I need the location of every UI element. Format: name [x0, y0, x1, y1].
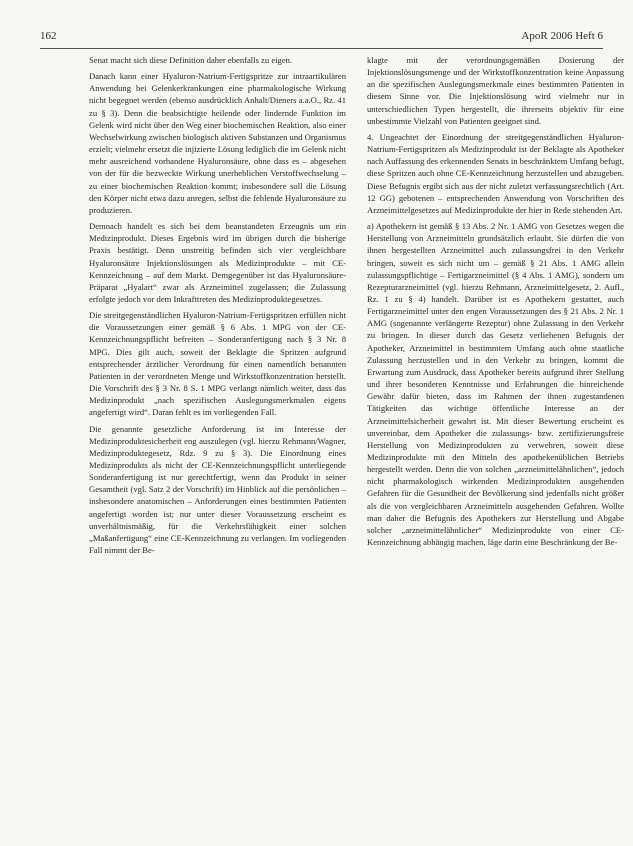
paragraph: Demnach handelt es sich bei dem beanstandeten Erzeugnis um ein Medizinprodukt. Dieses Ergebnis wird im übrigen durch die bisherige Praxis bestätigt. Denn unstreitig befinden sich vier vergleichbare Hyaluronsäure Injektionslösungen als Medizinprodukte – mit CE-Kennzeichnung – auf dem Markt. Demgegenüber ist das Hyaluronsäure-Präparat „Hyalart“ zwar als Arzneimittel zugelassen; die Zulassung erfolgte jedoch vor dem Inkrafttreten des Medizinproduktegesetzes.: [89, 221, 346, 304]
paragraph: Die streitgegenständlichen Hyaluron-Natrium-Fertigspritzen erfüllen nicht die Voraussetzungen einer gemäß § 6 Abs. 1 MPG von der CE-Kennzeichnungspflicht befreiten – Sonderanfertigung nach § 3 Nr. 8 MPG. Dies gilt auch, soweit der Beklagte die Spritzen aufgrund entsprechender ärztlicher Verordnung für einen namentlich benannten Patienten in der verordneten Menge und Wirkstoffkonzentration herstellt. Die Vorschrift des § 3 Nr. 8 S. 1 MPG verlangt nämlich weiter, dass das Medizinprodukt „nach spezifischen Auslegungsmerkmalen eigens angefertigt wird“. Daran fehlt es im vorliegenden Fall.: [89, 310, 346, 418]
page-header: [40, 26, 603, 49]
left-column: [89, 54, 346, 560]
page-number: 162: [40, 30, 57, 42]
journal-reference: ApoR 2006 Heft 6: [521, 30, 603, 42]
paragraph: 4. Ungeachtet der Einordnung der streitgegenständlichen Hyaluron-Natrium-Fertigspritzen als Medizinprodukt ist der Beklagte als Apotheker nach Auffassung des erkennenden Senats in beschränktem Umfang befugt, diese Spritzen auch ohne CE-Kennzeichnung herzustellen und abzugeben. Diese Befugnis ergibt sich aus der nicht zuletzt verfassungsrechtlich (Art. 12 GG) gebotenen – entsprechenden Anwendung von Vorschriften des Arzneimittelgesetzes auf Medizinprodukte der hier in Rede stehenden Art.: [367, 131, 624, 215]
paragraph: Senat macht sich diese Definition daher ebenfalls zu eigen.: [89, 55, 293, 65]
paragraph: Danach kann einer Hyaluron-Natrium-Fertigspritze zur intraartikulären Anwendung bei Gelenkerkrankungen eine pharmakologische Wirkung nicht begegnet werden (ebenso ausdrücklich Anhalt/Dieners a.a.O., Rz. 41 zu § 3). Denn die beabsichtigte heilende oder lindernde Funktion im Gelenk wird nicht über den Weg einer biochemischen Reaktion, also einer Wechselwirkung zwischen biologisch aktiven Substanzen und Organismus erzielt; vielmehr ersetzt die injizierte Lösung lediglich die im Gelenk nicht mehr ausreichend vorhandene Hyaluronsäure, ohne dass es – abgesehen von der für die bezweckte Wirkung unerheblichen Verstoffwechselung – zu einer biochemischen Reaktion kommt; insbesondere soll die Lösung den Körper nicht etwa dazu anregen, selbst die fehlende Hyaluronsäure zu produzieren.: [89, 71, 346, 215]
paragraph: klagte mit der verordnungsgemäßen Dosierung der Injektionslösungsmenge und der Wirkstoffkonzentration keine Anpassung an die spezifischen Auslegungsmerkmale eines bestimmten Patienten in diesem Sinne vor. Die Injektionslösung wird vielmehr nur in unterschiedlichen Typen hergestellt, die ihrerseits objektiv für eine unbestimmte Vielzahl von Patienten geeignet sind.: [367, 55, 624, 126]
paragraph: Die genannte gesetzliche Anforderung ist im Interesse der Medizinproduktesicherheit eng auszulegen (vgl. hierzu Rehmann/Wagner, Medizinproduktegesetz, Rdz. 9 zu § 3). Die Einordnung eines Medizinprodukts als nicht der CE-Kennzeichnungspflicht unterliegende Sonderanfertigung ist nur gerechtfertigt, wenn das Produkt in seiner Gesamtheit (vgl. Satz 2 der Vorschrift) im Hinblick auf die persönlichen – insbesondere anatomischen – Anforderungen eines bestimmten Patienten angefertigt worden ist; nur unter dieser Voraussetzung erscheint es unverhältnismäßig, für die Verkehrsfähigkeit einer solchen „Maßanfertigung“ eine CE-Kennzeichnung zu verlangen. Im vorliegenden Fall nimmt der Be-: [89, 423, 346, 556]
right-column: [367, 54, 624, 552]
paragraph: a) Apothekern ist gemäß § 13 Abs. 2 Nr. 1 AMG von Gesetzes wegen die Herstellung von Arzneimitteln grundsätzlich erlaubt. Sie dürfen die von ihnen hergestellten Arzneimittel auch zulassungsfrei in den Verkehr bringen, soweit es sich nicht um – gemäß § 21 Abs. 1 AMG allein zulassungspflichtige – Fertigarzneimittel (§ 4 Abs. 1 AMG), sondern um Rezepturarzneimittel (vgl. hierzu Rehmann, Arzneimittelgesetz, 2. Aufl., Rz. 1 zu § 4) handelt. Darüber ist es Apothekern gestattet, auch Fertigarzneimittel unter den engen Voraussetzungen des § 21 Abs. 2 Nr. 1 AMG (sogenannte verlängerte Rezeptur) ohne Zulassung in den Verkehr zu bringen. In dieser durch das Gesetz verliehenen Befugnis der Apotheker, Arzneimittel in bestimmtem Umfang auch ohne staatliche Zulassung herzustellen und in den Verkehr zu bringen, kommt die Erwartung zum Ausdruck, dass Apotheker bereits aufgrund ihrer Stellung und ihrer besonderen Kenntnisse und Erfahrungen die hinreichende Gewähr dafür bieten, dass im Rahmen der ihnen zugestandenen Tätigkeiten das wichtige öffentliche Interesse an der Arzneimittelsicherheit gewahrt ist. Mit dieser Bewertung erscheint es unvereinbar, dem Apotheker die zulassungs- bzw. zertifizierungsfreie Herstellung von Medizinprodukten zu verwehren, soweit diese Medizinprodukte mit den Mitteln des apothekenüblichen Betriebs hergestellt werden. Denn die von solchen „arzneimittelähnlichen“, jedoch nicht pharmakologisch wirkenden Medizinprodukten ausgehenden Gefahren für die Gesundheit der Bevölkerung sind jedenfalls nicht größer als die von vergleichbaren Arzneimitteln ausgehenden Gefahren. Wollte man daher die Befugnis des Apothekers zur Herstellung und Abgabe solcher „arzneimittelähnlicher“ Medizinprodukte von einer CE-Kennzeichnung abhängig machen, läge darin eine Beschränkung der Be-: [367, 221, 624, 548]
